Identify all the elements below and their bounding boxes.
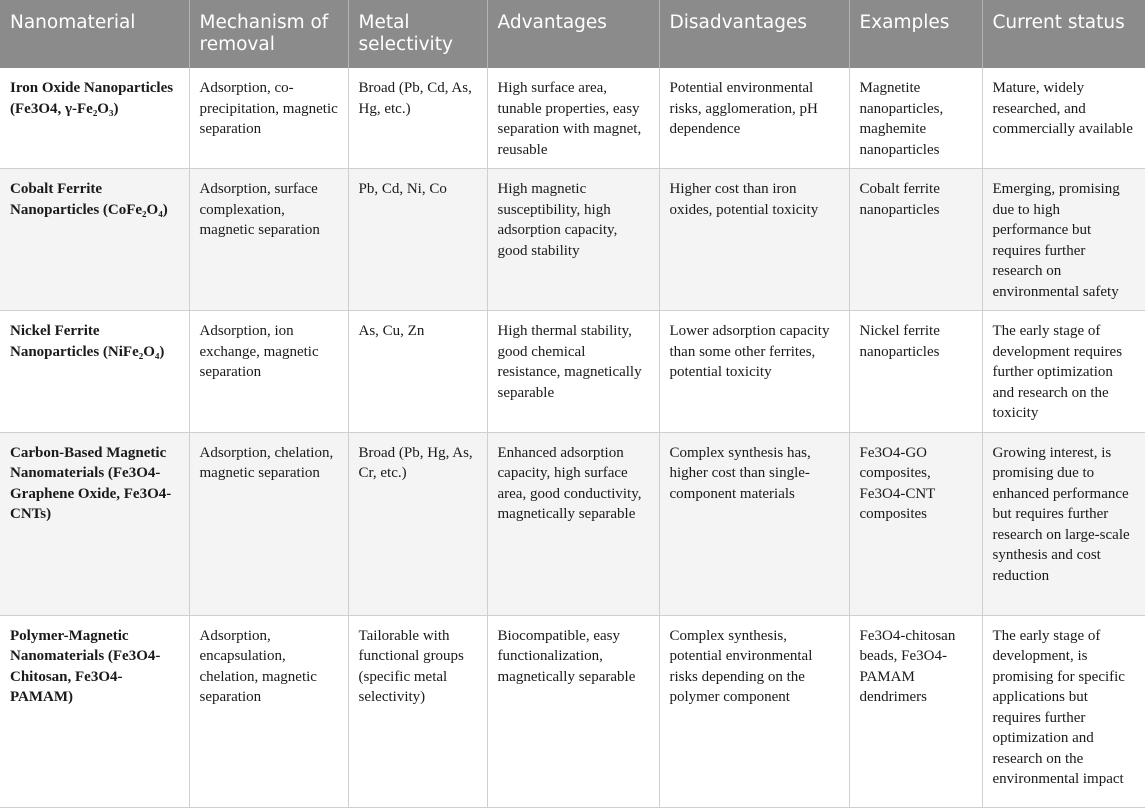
cell-advantages: Biocompatible, easy functionalization, magnetically separable bbox=[487, 615, 659, 807]
table-row bbox=[0, 68, 1145, 169]
cell-metal-selectivity: Broad (Pb, Hg, As, Cr, etc.) bbox=[348, 432, 487, 615]
header-examples: Examples bbox=[849, 0, 982, 68]
header-current-status: Current status bbox=[982, 0, 1145, 68]
cell-disadvantages: Higher cost than iron oxides, potential toxicity bbox=[659, 169, 849, 311]
cell-disadvantages: Complex synthesis has, higher cost than single-component materials bbox=[659, 432, 849, 615]
cell-advantages: High magnetic susceptibility, high adsorption capacity, good stability bbox=[487, 169, 659, 311]
cell-disadvantages: Complex synthesis, potential environmental risks depending on the polymer component bbox=[659, 615, 849, 807]
cell-nanomaterial: Carbon-Based Magnetic Nanomaterials (Fe3O4-Graphene Oxide, Fe3O4-CNTs) bbox=[0, 432, 189, 615]
header-row bbox=[0, 0, 1145, 68]
cell-mechanism: Adsorption, encapsulation, chelation, magnetic separation bbox=[189, 615, 348, 807]
cell-disadvantages: Lower adsorption capacity than some other ferrites, potential toxicity bbox=[659, 311, 849, 433]
cell-current-status: Emerging, promising due to high performance but requires further research on environmental safety bbox=[982, 169, 1145, 311]
header-nanomaterial: Nanomaterial bbox=[0, 0, 189, 68]
cell-mechanism: Adsorption, surface complexation, magnetic separation bbox=[189, 169, 348, 311]
cell-metal-selectivity: As, Cu, Zn bbox=[348, 311, 487, 433]
header-advantages: Advantages bbox=[487, 0, 659, 68]
cell-current-status: Mature, widely researched, and commercially available bbox=[982, 68, 1145, 169]
cell-examples: Fe3O4-chitosan beads, Fe3O4-PAMAM dendrimers bbox=[849, 615, 982, 807]
cell-advantages: High surface area, tunable properties, easy separation with magnet, reusable bbox=[487, 68, 659, 169]
cell-metal-selectivity: Pb, Cd, Ni, Co bbox=[348, 169, 487, 311]
cell-mechanism: Adsorption, co-precipitation, magnetic separation bbox=[189, 68, 348, 169]
cell-advantages: Enhanced adsorption capacity, high surface area, good conductivity, magnetically separable bbox=[487, 432, 659, 615]
table-row bbox=[0, 311, 1145, 433]
cell-examples: Nickel ferrite nanoparticles bbox=[849, 311, 982, 433]
cell-mechanism: Adsorption, ion exchange, magnetic separation bbox=[189, 311, 348, 433]
header-metal-selectivity: Metal selectivity bbox=[348, 0, 487, 68]
table-header bbox=[0, 0, 1145, 68]
cell-nanomaterial: Polymer-Magnetic Nanomaterials (Fe3O4-Chitosan, Fe3O4-PAMAM) bbox=[0, 615, 189, 807]
header-mechanism: Mechanism of removal bbox=[189, 0, 348, 68]
cell-nanomaterial: Iron Oxide Nanoparticles (Fe3O4, γ-Fe₂O₃) bbox=[0, 68, 189, 169]
cell-current-status: Growing interest, is promising due to enhanced performance but requires further research on large-scale synthesis and cost reduction bbox=[982, 432, 1145, 615]
cell-mechanism: Adsorption, chelation, magnetic separation bbox=[189, 432, 348, 615]
table-body bbox=[0, 68, 1145, 807]
header-disadvantages: Disadvantages bbox=[659, 0, 849, 68]
cell-metal-selectivity: Tailorable with functional groups (specific metal selectivity) bbox=[348, 615, 487, 807]
cell-examples: Cobalt ferrite nanoparticles bbox=[849, 169, 982, 311]
cell-nanomaterial: Cobalt Ferrite Nanoparticles (CoFe₂O₄) bbox=[0, 169, 189, 311]
table-row bbox=[0, 615, 1145, 807]
cell-examples: Fe3O4-GO composites, Fe3O4-CNT composites bbox=[849, 432, 982, 615]
table-row bbox=[0, 169, 1145, 311]
cell-current-status: The early stage of development, is promising for specific applications but requires further optimization and research on the environmental impact bbox=[982, 615, 1145, 807]
cell-disadvantages: Potential environmental risks, agglomeration, pH dependence bbox=[659, 68, 849, 169]
cell-current-status: The early stage of development requires further optimization and research on the toxicity bbox=[982, 311, 1145, 433]
cell-examples: Magnetite nanoparticles, maghemite nanoparticles bbox=[849, 68, 982, 169]
cell-advantages: High thermal stability, good chemical resistance, magnetically separable bbox=[487, 311, 659, 433]
cell-nanomaterial: Nickel Ferrite Nanoparticles (NiFe₂O₄) bbox=[0, 311, 189, 433]
table-row bbox=[0, 432, 1145, 615]
cell-metal-selectivity: Broad (Pb, Cd, As, Hg, etc.) bbox=[348, 68, 487, 169]
